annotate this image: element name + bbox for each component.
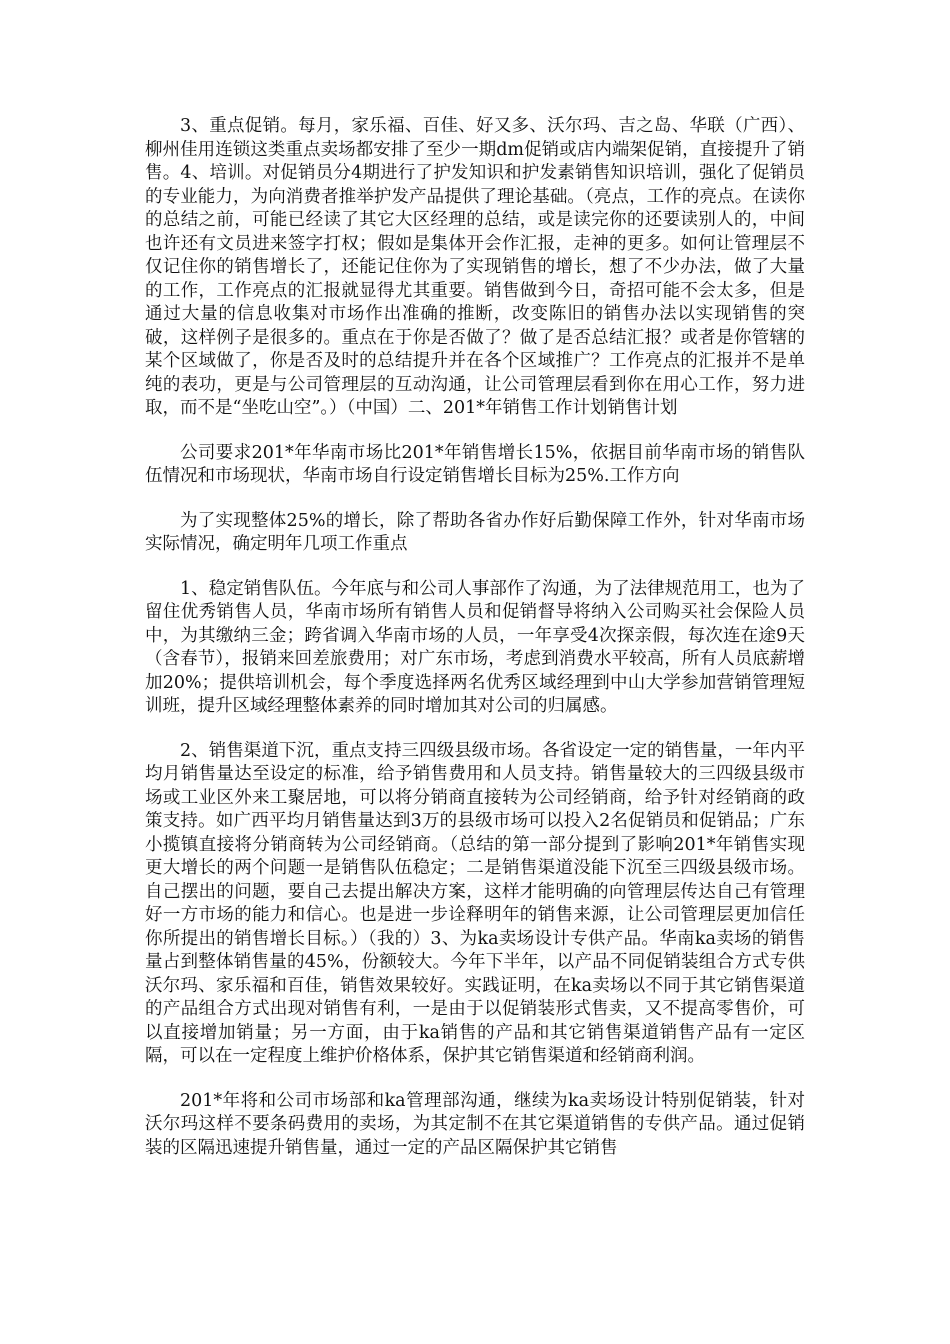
- paragraph-stabilize-sales-team: 1、稳定销售队伍。今年底与和公司人事部作了沟通，为了法律规范用工，也为了留住优秀销售人员，华南市场所有销售人员和促销督导将纳入公司购买社会保险人员中，为其缴纳三金；跨省调入华南市场的人员，一年享受4次探亲假，每次连在途9天（含春节），报销来回差旅费用；对广东市场，考虑到消费水平较高，所有人员底薪增加20%；提供培训机会，每个季度选择两名优秀区域经理到中山大学参加营销管理短训班，提升区域经理整体素养的同时增加其对公司的归属感。: [145, 578, 805, 716]
- paragraph-channel-sinking-and-ka: 2、销售渠道下沉，重点支持三四级县级市场。各省设定一定的销售量，一年内平均月销售量达至设定的标准，给予销售费用和人员支持。销售量较大的三四级县级市场或工业区外来工聚居地，可以将分销商直接转为公司经销商，给予针对经销商的政策支持。如广西平均月销售量达到3万的县级市场可以投入2名促销员和促销品；广东小揽镇直接将分销商转为公司经销商。（总结的第一部分提到了影响201*年销售实现更大增长的两个问题一是销售队伍稳定；二是销售渠道没能下沉至三四级县级市场。自己摆出的问题，要自己去提出解决方案，这样才能明确的向管理层传达自己有管理好一方市场的能力和信心。也是进一步诠释明年的销售来源，让公司管理层更加信任你所提出的销售增长目标。）（我的）3、为ka卖场设计专供产品。华南ka卖场的销售量占到整体销售量的45%，份额较大。今年下半年，以产品不同促销装组合方式专供沃尔玛、家乐福和百佳，销售效果较好。实践证明，在ka卖场以不同于其它销售渠道的产品组合方式出现对销售有利，一是由于以促销装形式售卖，又不提高零售价，可以直接增加销量；另一方面，由于ka销售的产品和其它销售渠道销售产品有一定区隔，可以在一定程度上维护价格体系，保护其它销售渠道和经销商利润。: [145, 740, 805, 1066]
- paragraph-sales-target: 公司要求201*年华南市场比201*年销售增长15%，依据目前华南市场的销售队伍情况和市场现状，华南市场自行设定销售增长目标为25%.工作方向: [145, 442, 805, 486]
- document-page: [145, 115, 805, 1160]
- paragraph-work-focus-intro: 为了实现整体25%的增长，除了帮助各省办作好后勤保障工作外，针对华南市场实际情况，确定明年几项工作重点: [145, 510, 805, 554]
- paragraph-ka-special-packs: 201*年将和公司市场部和ka管理部沟通，继续为ka卖场设计特别促销装，针对沃尔玛这样不要条码费用的卖场，为其定制不在其它渠道销售的专供产品。通过促销装的区隔迅速提升销售量，通过一定的产品区隔保护其它销售: [145, 1090, 805, 1158]
- paragraph-key-promotion-and-training: 3、重点促销。每月，家乐福、百佳、好又多、沃尔玛、吉之岛、华联（广西）、柳州佳用连锁这类重点卖场都安排了至少一期dm促销或店内端架促销，直接提升了销售。4、培训。对促销员分4期进行了护发知识和护发素销售知识培训，强化了促销员的专业能力，为向消费者推举护发产品提供了理论基础。（亮点，工作的亮点。在读你的总结之前，可能已经读了其它大区经理的总结，或是读完你的还要读别人的，中间也许还有文员进来签字打权；假如是集体开会作汇报，走神的更多。如何让管理层不仅记住你的销售增长了，还能记住你为了实现销售的增长，想了不少办法，做了大量的工作，工作亮点的汇报就显得尤其重要。销售做到今日，奇招可能不会太多，但是通过大量的信息收集对市场作出准确的推断，改变陈旧的销售办法以实现销售的突破，这样例子是很多的。重点在于你是否做了？做了是否总结汇报？或者是你管辖的某个区域做了，你是否及时的总结提升并在各个区域推广？工作亮点的汇报并不是单纯的表功，更是与公司管理层的互动沟通，让公司管理层看到你在用心工作，努力进取，而不是“坐吃山空”。）（中国）二、201*年销售工作计划销售计划: [145, 116, 805, 418]
